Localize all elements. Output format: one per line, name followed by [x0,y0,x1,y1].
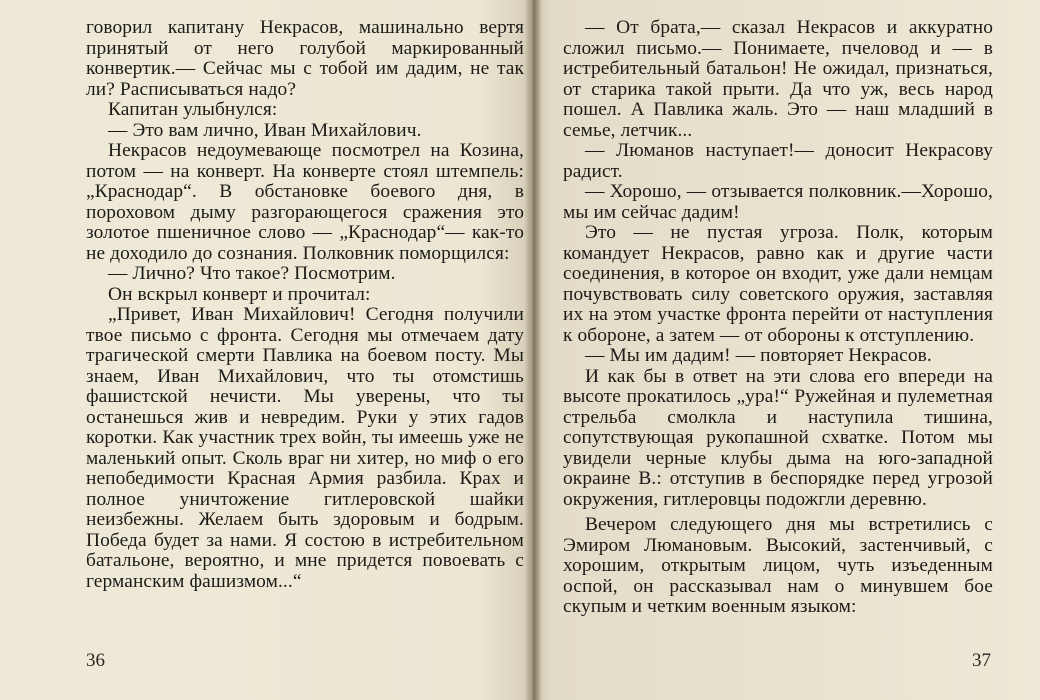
paragraph: Это — не пустая угроза. Полк, которым командует Некрасов, равно как и другие части соединения, в которое он входит, уже дали немцам почувствовать силу советского оружия, заставляя их на этом участке фронта перейти от наступления к обороне, а затем — от обороны к отступлению. [563,222,993,346]
right-page [563,18,993,690]
paragraph: Капитан улыбнулся: [108,99,278,120]
paragraph: — Лично? Что такое? Посмотрим. [108,263,396,284]
paragraph: — Хорошо, — отзывается полковник.—Хорошо, мы им сейчас дадим! [563,181,993,223]
page-number: 36 [86,650,105,671]
paragraph: — Люманов наступает!— доносит Некрасову радист. [563,140,993,182]
paragraph: — От брата,— сказал Некрасов и аккуратно сложил письмо.— Понимаете, пчеловод и — в истребительный батальон! Не ожидал, признаться, от старика такой прыти. Да что уж, весь народ пошел. А Павлика жаль. Это — наш младший в семье, летчик... [563,17,993,141]
paragraph: — Мы им дадим! — повторяет Некрасов. [585,345,932,366]
paragraph: „Привет, Иван Михайлович! Сегодня получили твое письмо с фронта. Сегодня мы отмечаем дату трагической смерти Павлика на боевом посту. Мы знаем, Иван Михайлович, что ты отомстишь фашистской нечисти. Мы уверены, что ты останешься жив и невредим. Руки у этих гадов коротки. Как участник трех войн, ты имеешь уже не маленький опыт. Сколь враг ни хитер, но миф о его непобедимости Красная Армия разбила. Крах и полное уничтожение гитлеровской шайки неизбежны. Желаем быть здоровым и бодрым. Победа будет за нами. Я состою в истребительном батальоне, вероятно, и мне придется повоевать с германским фашизмом...“ [86,304,524,592]
paragraph: Вечером следующего дня мы встретились с Эмиром Люмановым. Высокий, застенчивый, с хорошим, открытым лицом, чуть изъеденным оспой, он рассказывал нам о минувшем бое скупым и четким военным языком: [563,514,993,617]
left-page [86,18,524,690]
paragraph: Он вскрыл конверт и прочитал: [108,283,371,305]
paragraph: Некрасов недоумевающе посмотрел на Козина, потом — на конверт. На конверте стоял штемпель: „Краснодар“. В обстановке боевого дня, в пороховом дыму разгорающегося сражения это золотое пшеничное слово — „Краснодар“— как-то не доходило до сознания. Полковник поморщился: [86,140,524,264]
paragraph: — Это вам лично, Иван Михайлович. [108,119,422,141]
page-number: 37 [972,650,991,671]
book-gutter [524,0,542,700]
paragraph: говорил капитану Некрасов, машинально вертя принятый от него голубой маркированный конвертик.— Сейчас мы с тобой им дадим, не так ли? Расписываться надо? [86,17,524,100]
paragraph: И как бы в ответ на эти слова его впереди на высоте прокатилось „ура!“ Ружейная и пулеметная стрельба смолкла и наступила тишина, сопутствующая рукопашной схватке. Потом мы увидели черные клубы дыма на юго-западной окраине В.: отступив в беспорядке перед угрозой окружения, гитлеровцы подожгли деревню. [563,365,993,510]
